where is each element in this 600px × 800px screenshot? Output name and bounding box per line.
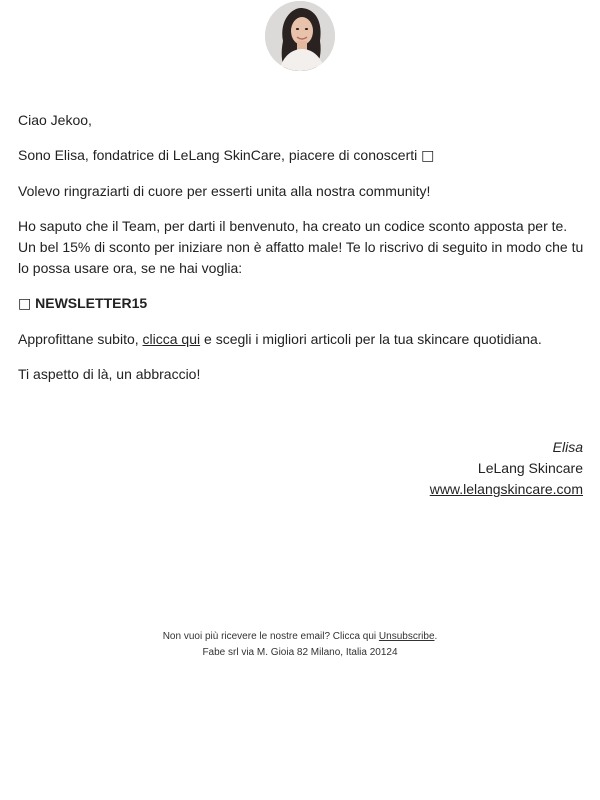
unsubscribe-link[interactable]: Unsubscribe <box>378 631 435 642</box>
thanks-paragraph: Volevo ringraziarti di cuore per esserti unita alla nostra community! <box>18 183 431 199</box>
signature-brand: LeLang Skincare <box>477 460 583 476</box>
gift-icon: □ <box>18 296 32 312</box>
intro-paragraph <box>18 145 584 167</box>
signature <box>430 437 583 500</box>
cta-after-text: e scegli i migliori articoli per la tua skincare quotidiana. <box>200 331 542 347</box>
cta-paragraph <box>18 329 584 350</box>
unsubscribe-line <box>0 629 600 645</box>
footer <box>0 629 600 661</box>
signature-name: Elisa <box>552 439 583 455</box>
company-address: Fabe srl via M. Gioia 82 Milano, Italia 20124 <box>202 647 398 658</box>
intro-text: Sono Elisa, fondatrice di LeLang SkinCare, piacere di conoscerti <box>18 147 418 163</box>
discount-paragraph: Ho saputo che il Team, per darti il benvenuto, ha creato un codice sconto apposta per te. Un bel 15% di sconto per iniziare non è affatto male! Te lo riscrivo di seguito in modo che tu lo possa usare ora, se ne hai voglia: <box>18 218 584 276</box>
website-link[interactable]: www.lelangskincare.com <box>429 481 583 497</box>
cta-before-text: Approfittane subito, <box>18 331 143 347</box>
founder-avatar <box>265 1 335 71</box>
unsubscribe-text: Non vuoi più ricevere le nostre email? Clicca qui <box>162 631 379 642</box>
email-body <box>18 110 584 399</box>
shop-link[interactable]: clicca qui <box>142 331 201 347</box>
discount-code: NEWSLETTER15 <box>35 295 148 311</box>
discount-code-line <box>18 293 584 315</box>
unsubscribe-suffix: . <box>434 631 438 642</box>
greeting: Ciao Jekoo, <box>18 112 92 128</box>
emoji-icon: □ <box>421 148 435 164</box>
founder-portrait-icon <box>265 1 335 71</box>
closing-paragraph: Ti aspetto di là, un abbraccio! <box>18 366 201 382</box>
